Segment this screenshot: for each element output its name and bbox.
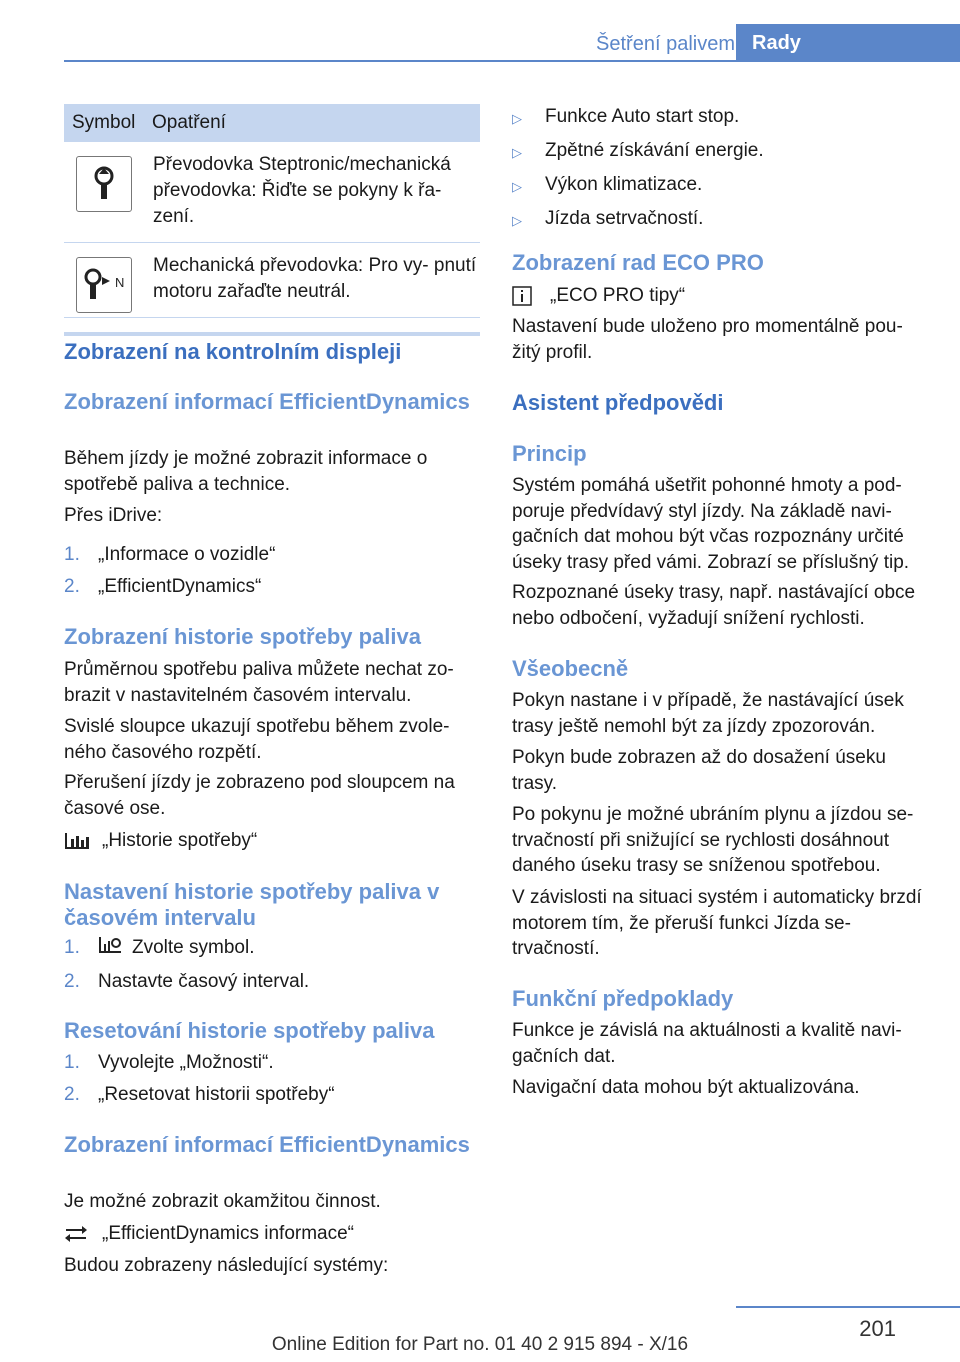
list-item: ▷ Zpětné získávání energie. bbox=[512, 140, 764, 161]
list-item: 1. Zvolte symbol. bbox=[64, 935, 482, 962]
heading-preconditions: Funkční předpoklady bbox=[512, 986, 734, 1011]
edition-note: Online Edition for Part no. 01 40 2 915 894 - X/16 bbox=[271, 1334, 689, 1355]
paragraph: Přes iDrive: bbox=[64, 505, 163, 526]
numbered-list bbox=[64, 542, 482, 599]
heading-info: Zobrazení informací EfficientDynamics bbox=[64, 389, 470, 414]
heading-reset: Resetování historie spotřeby paliva bbox=[64, 1018, 435, 1043]
list-item: ▷ Výkon klimatizace. bbox=[512, 174, 703, 195]
bar-chart-settings-icon bbox=[98, 935, 122, 962]
paragraph: Pokyn nastane i v případě, že nastávající úsek trasy ještě nemohl být za jízdy zpozorován. bbox=[512, 690, 904, 737]
paragraph: Po pokynu je možné ubráním plynu a jízdou se- trvačností při snižující se rychlosti dosáhnout daného úseku trasy se sníženou spotřebou. bbox=[512, 804, 914, 876]
heading-eco: Zobrazení rad ECO PRO bbox=[512, 250, 764, 275]
table-row bbox=[64, 142, 480, 243]
col-action-header: Opatření bbox=[152, 112, 226, 133]
paragraph: Během jízdy je možné zobrazit informace o spotřebě paliva a technice. bbox=[64, 448, 428, 495]
table-cell-text: Převodovka Steptronic/mechanická převodovka: Řiďte se pokyny k řa- zení. bbox=[153, 154, 451, 227]
heading-assistant: Asistent předpovědi bbox=[512, 390, 724, 415]
list-item: ▷ Jízda setrvačností. bbox=[512, 208, 704, 229]
heading-general: Všeobecně bbox=[512, 656, 629, 681]
numbered-list bbox=[64, 1050, 482, 1107]
header-section-title: Šetření palivem bbox=[596, 33, 735, 55]
list-item: ▷ Funkce Auto start stop. bbox=[512, 106, 740, 127]
header-tab: Rady bbox=[736, 24, 960, 62]
heading-display: Zobrazení na kontrolním displeji bbox=[64, 339, 402, 364]
heading-history: Zobrazení historie spotřeby paliva bbox=[64, 624, 421, 649]
efficientdynamics-icon-line: „EfficientDynamics informace“ bbox=[64, 1221, 482, 1246]
energy-flow-icon bbox=[64, 1224, 102, 1244]
paragraph: Budou zobrazeny následující systémy: bbox=[64, 1255, 389, 1276]
paragraph: Systém pomáhá ušetřit pohonné hmoty a pod- poruje předvídavý styl jízdy. Na základě navi- gačních dat mohou být včas rozpoznány určité úseky trasy před vámi. Zobrazí se příslušný tip. bbox=[512, 475, 910, 573]
symbol-table bbox=[64, 104, 480, 336]
numbered-list bbox=[64, 935, 482, 994]
gearshift-neutral-icon bbox=[76, 257, 132, 313]
header-rule bbox=[64, 60, 960, 62]
list-item: 2. „EfficientDynamics“ bbox=[64, 576, 262, 597]
paragraph: Navigační data mohou být aktualizována. bbox=[512, 1077, 860, 1098]
bullet-list bbox=[512, 104, 930, 233]
paragraph: Je možné zobrazit okamžitou činnost. bbox=[64, 1191, 381, 1212]
paragraph: Průměrnou spotřebu paliva můžete nechat zo- brazit v nastavitelném časovém intervalu. bbox=[64, 659, 454, 706]
page-number: 201 bbox=[859, 1316, 896, 1341]
table-cell-text: Mechanická převodovka: Pro vy- pnutí motoru zařaďte neutrál. bbox=[153, 255, 477, 302]
paragraph: Svislé sloupce ukazují spotřebu během zvole- ného časového rozpětí. bbox=[64, 716, 450, 763]
heading-info-2: Zobrazení informací EfficientDynamics bbox=[64, 1132, 470, 1157]
list-item: 2. „Resetovat historii spotřeby“ bbox=[64, 1084, 335, 1105]
col-symbol-header: Symbol bbox=[72, 112, 136, 133]
history-icon-line: „Historie spotřeby“ bbox=[64, 828, 482, 853]
paragraph: V závislosti na situaci systém i automaticky brzdí motorem tím, že přeruší funkci Jízda se- trvačností. bbox=[512, 887, 922, 959]
paragraph: Rozpoznané úseky trasy, např. nastávající obce nebo odbočení, vyžadují snížení rychlosti. bbox=[512, 582, 916, 629]
eco-icon-line: „ECO PRO tipy“ bbox=[512, 283, 930, 308]
paragraph: Pokyn bude zobrazen až do dosažení úseku trasy. bbox=[512, 747, 886, 794]
info-icon bbox=[512, 286, 550, 306]
table-header bbox=[64, 104, 480, 142]
svg-text:N: N bbox=[115, 275, 125, 290]
list-item: 1. „Informace o vozidle“ bbox=[64, 544, 276, 565]
heading-principle: Princip bbox=[512, 441, 587, 466]
list-item: 2. Nastavte časový interval. bbox=[64, 971, 310, 992]
table-bottom-rule bbox=[64, 332, 480, 336]
list-item: 1. Vyvolejte „Možnosti“. bbox=[64, 1052, 274, 1073]
table-row bbox=[64, 243, 480, 318]
bar-chart-icon bbox=[64, 831, 102, 851]
gearshift-icon bbox=[76, 156, 132, 212]
paragraph: Přerušení jízdy je zobrazeno pod sloupcem na časové ose. bbox=[64, 772, 455, 819]
paragraph: Nastavení bude uloženo pro momentálně pou- žitý profil. bbox=[512, 316, 903, 363]
footer-rule bbox=[736, 1306, 960, 1308]
paragraph: Funkce je závislá na aktuálnosti a kvalitě navi- gačních dat. bbox=[512, 1020, 902, 1067]
heading-setting: Nastavení historie spotřeby paliva v časovém intervalu bbox=[64, 879, 440, 930]
